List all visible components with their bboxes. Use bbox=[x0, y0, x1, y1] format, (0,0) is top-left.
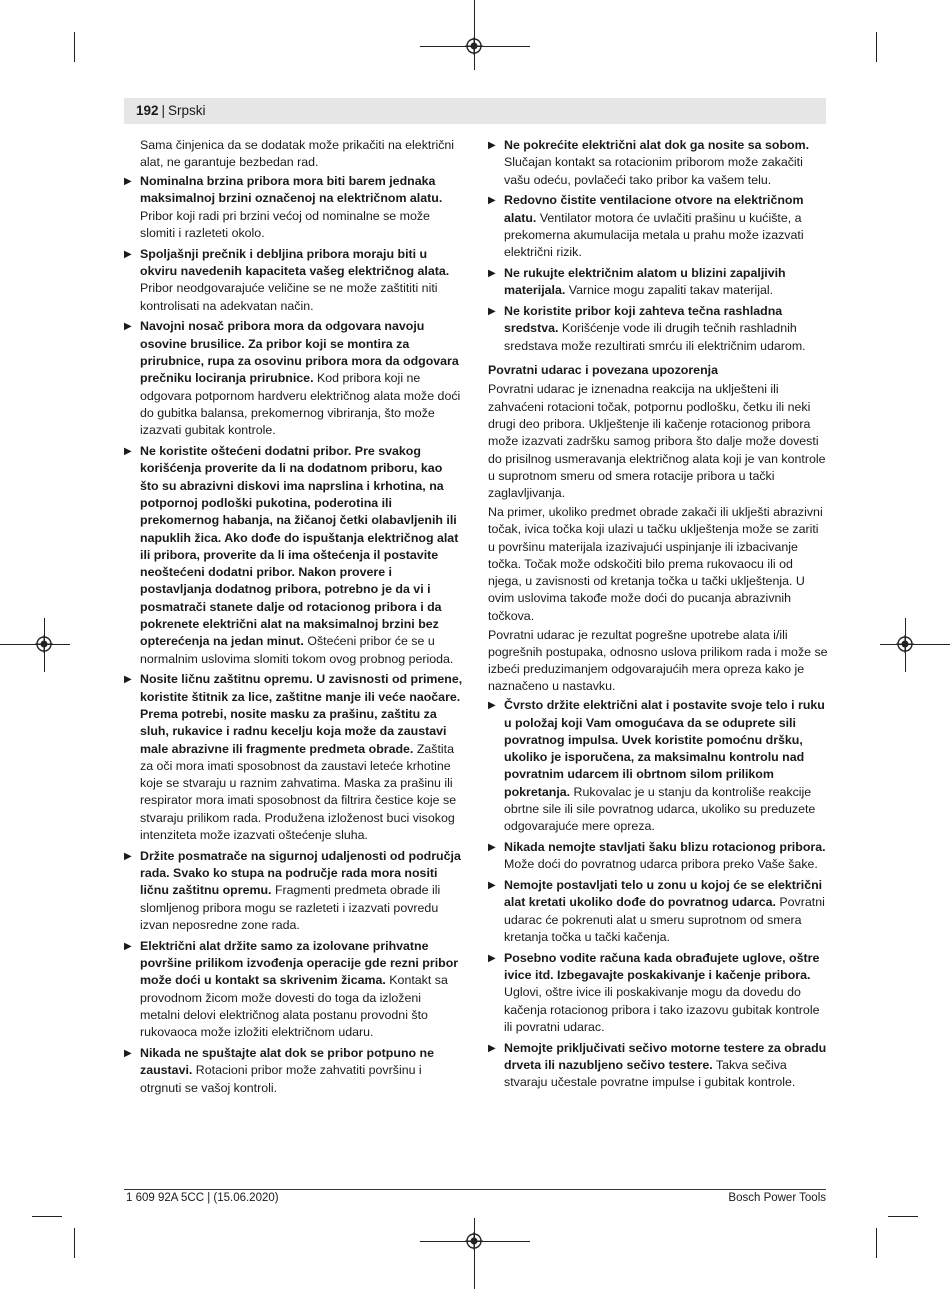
warning-body-text: Kod pribora koji ne odgovara potpornom hardveru električnog alata može doći do gubitka balansa, prekomernog vibriranja, što može izazvati gubitak kontrole. bbox=[140, 371, 461, 438]
header-language: Srpski bbox=[168, 103, 206, 118]
registration-mark-icon bbox=[35, 635, 53, 653]
crop-mark bbox=[74, 1228, 75, 1258]
warning-item bbox=[124, 671, 464, 844]
warning-body-text: Pribor koji radi pri brzini većoj od nominalne se može slomiti i razleteti okolo. bbox=[140, 208, 430, 240]
warning-item bbox=[124, 848, 464, 934]
footer-brand: Bosch Power Tools bbox=[728, 1192, 826, 1204]
bullet-arrow-icon: ▶ bbox=[124, 176, 132, 188]
warning-item bbox=[124, 443, 464, 668]
warning-bold-text: Navojni nosač pribora mora da odgovara navoju osovine brusilice. Za pribor koji se montira za prirubnice, rupa za osovinu pribora mora da odgovara prečniku lociranja prirubnice. bbox=[140, 319, 459, 386]
warning-body-text: Zaštita za oči mora imati sposobnost da zaustavi leteće krhotine koje se stvaraju u raznim zahvatima. Maska za prašinu ili respirator mora imati sposobnost da filtrira čestice koje se stvaraju prilikom rada. Produžena izloženost buci visokog intenziteta može izazvati oštećenje sluha. bbox=[140, 741, 457, 843]
warning-body-text: Rotacioni pribor može zahvatiti površinu i otrgnuti se vašoj kontroli. bbox=[140, 1063, 422, 1095]
warning-bold-text: Ne pokrećite električni alat dok ga nosite sa sobom. bbox=[504, 138, 810, 152]
warning-body-text: Uglovi, oštre ivice ili poskakivanje mogu da dovedu do kačenja rotacionog pribora i tako izazovu gubitak kontrole ili povratni udarac. bbox=[504, 985, 820, 1035]
footer-doc-id: 1 609 92A 5CC | (15.06.2020) bbox=[126, 1192, 279, 1204]
crop-mark bbox=[880, 644, 950, 645]
bullet-arrow-icon: ▶ bbox=[488, 952, 496, 964]
warning-body-text: Oštećeni pribor će se u normalnim uslovima slomiti tokom ovog probnog perioda. bbox=[140, 634, 454, 666]
paragraph: Povratni udarac je iznenadna reakcija na uklješteni ili zahvaćeni rotacioni točak, potpornu podlošku, četku ili neki drugi deo pribora. Uklještenje ili kačenje rotacionog pribora može izazvati zadršku samog pribora što dalje može dovesti do prisilnog usmeravanja električnog alata koji je van kontrole u suprotnom smeru od smera rotacije pribora u tački zaglavljivanja. bbox=[488, 382, 826, 501]
bullet-arrow-icon: ▶ bbox=[488, 1042, 496, 1054]
bullet-arrow-icon: ▶ bbox=[488, 842, 496, 854]
warning-body-text: Pribor neodgovarajuće veličine se ne može zaštititi niti kontrolisati na adekvatan način. bbox=[140, 281, 438, 313]
warning-bold-text: Držite posmatrače na sigurnoj udaljenosti od područja rada. Svako ko stupa na područje rada mora nositi ličnu zaštitnu opremu. bbox=[140, 848, 461, 898]
warning-item bbox=[124, 318, 464, 439]
warning-item bbox=[488, 1040, 828, 1092]
right-column bbox=[488, 137, 828, 1095]
bullet-arrow-icon: ▶ bbox=[124, 940, 132, 952]
bullet-arrow-icon: ▶ bbox=[488, 880, 496, 892]
bullet-arrow-icon: ▶ bbox=[124, 1048, 132, 1060]
warning-bold-text: Nominalna brzina pribora mora biti barem jednaka maksimalnoj brzini označenoj na električnom alatu. bbox=[140, 174, 443, 206]
warning-body-text: Može doći do povratnog udarca pribora preko Vaše šake. bbox=[504, 857, 818, 872]
warning-item bbox=[488, 303, 828, 355]
registration-mark-icon bbox=[896, 635, 914, 653]
warning-bold-text: Čvrsto držite električni alat i postavite svoje telo i ruku u položaj koji Vam omogućava da se oduprete sili povratnog impulsa. Uvek koristite pomoćnu dršku, ukoliko je isporučena, za maksimalnu kontrolu nad povratnim udarcem ili obrtnom silom prilikom pokretanja. bbox=[504, 698, 825, 799]
warning-bold-text: Redovno čistite ventilacione otvore na električnom alatu. bbox=[504, 193, 804, 225]
warning-bold-text: Nemojte priključivati sečivo motorne testere za obradu drveta ili nazubljeno sečivo testere. bbox=[504, 1040, 827, 1073]
left-column bbox=[124, 137, 464, 1101]
warning-bold-text: Nemojte postavljati telo u zonu u kojoj će se električni alat kretati ukoliko dođe do povratnog udarca. bbox=[504, 878, 823, 910]
warning-body-text: Varnice mogu zapaliti takav materijal. bbox=[565, 283, 774, 298]
crop-mark bbox=[32, 1216, 62, 1217]
warning-bold-text: Nosite ličnu zaštitnu opremu. U zavisnosti od primene, koristite štitnik za lice, zaštitne manje ili veće naočare. Prema potrebi, nosite masku za prašinu, zaštitu za sluh, rukavice i radnu kecelju koja može da zaustavi male abrazivne ili fragmente predmeta obrade. bbox=[140, 672, 463, 756]
warning-item bbox=[488, 839, 828, 874]
crop-mark bbox=[888, 1216, 918, 1217]
crop-mark bbox=[74, 32, 75, 62]
bullet-arrow-icon: ▶ bbox=[124, 446, 132, 458]
warning-body-text: Kontakt sa provodnom žicom može dovesti do toga da izloženi metalni delovi električnog alata postanu provodni što rukovaoca može izložiti električnom udaru. bbox=[140, 973, 448, 1040]
warning-item bbox=[488, 265, 828, 300]
paragraph: Sama činjenica da se dodatak može prikačiti na električni alat, ne garantuje bezbedan rad. bbox=[140, 138, 455, 170]
crop-mark bbox=[474, 0, 475, 70]
warning-body-text: Korišćenje vode ili drugih tečnih rashladnih sredstava može rezultirati smrću ili električnim udarom. bbox=[504, 321, 806, 353]
warning-body-text: Takva sečiva stvaraju učestale povratne impulse i gubitak kontrole. bbox=[504, 1058, 796, 1090]
warning-bold-text: Ne koristite oštećeni dodatni pribor. Pre svakog korišćenja proverite da li na dodatnom priboru, kao što su abrazivni diskovi ima naprslina i krhotina, na potpornoj podloški pukotina, poderotina ili prekomernog habanja, na žičanoj četki olabavljenih ili napuklih žica. Ako dođe do ispuštanja električnog alat ili pribora, proverite da li ima oštećenja il postavite neoštećeni dodatni pribor. Nakon provere i postavljanja dodatnog pribora, potrebno je da vi i posmatrači stanete dalje od rotacionog pribora i da pokrenete električni alat na maksimalnoj brzini bez opterećenja na jedan minut. bbox=[140, 444, 459, 649]
warning-bold-text: Nikada ne spuštajte alat dok se pribor potpuno ne zaustavi. bbox=[140, 1046, 434, 1078]
crop-mark bbox=[474, 1218, 475, 1289]
header-separator: | bbox=[161, 103, 166, 118]
warning-body-text: Ventilator motora će uvlačiti prašinu u kućište, a prekomerna akumulacija metala u prahu može izazvati električni rizik. bbox=[504, 210, 804, 260]
warning-item bbox=[124, 1045, 464, 1097]
warning-bold-text: Ne rukujte električnim alatom u blizini zapaljivih materijala. bbox=[504, 266, 786, 298]
warning-bold-text: Električni alat držite samo za izolovane prihvatne površine prilikom izvođenja operacije gde rezni pribor može doći u kontakt sa skrivenim žicama. bbox=[140, 938, 459, 988]
crop-mark bbox=[876, 32, 877, 62]
paragraph: Na primer, ukoliko predmet obrade zakači ili uklješti abrazivni točak, ivica točka koji ulazi u tačku uklještenja može se zariti u površinu materijala izazivajući uspinjanje ili izbacivanje točka. Točak može odskočiti bilo prema rukovaocu ili od njega, u zavisnosti od kretanja točka u tački uklještenja. U ovim uslovima takođe može doći do pucanja abrazivnih točkova. bbox=[488, 504, 823, 623]
bullet-arrow-icon: ▶ bbox=[488, 700, 496, 712]
registration-mark-icon bbox=[465, 1232, 483, 1250]
bullet-arrow-icon: ▶ bbox=[488, 306, 496, 318]
warning-item bbox=[124, 938, 464, 1042]
paragraph: Povratni udarac je rezultat pogrešne upotrebe alata i/ili pogrešnih postupaka, odnosno uslova prilikom rada i može se izbeći preduzimanjem odgovarajućih mera opreza kako je naznačeno u nastavku. bbox=[488, 627, 828, 694]
warning-body-text: Rukovalac je u stanju da kontroliše reakcije obrtne sile ili sile povratnog udarca, ukoliko su preduzete odgovarajuće mere opreza. bbox=[504, 784, 816, 834]
warning-item bbox=[488, 877, 828, 946]
footer-rule bbox=[124, 1189, 826, 1190]
warning-item bbox=[124, 173, 464, 242]
warning-item bbox=[488, 137, 828, 189]
warning-item bbox=[488, 697, 828, 835]
bullet-arrow-icon: ▶ bbox=[488, 195, 496, 207]
warning-bold-text: Posebno vodite računa kada obrađujete uglove, oštre ivice itd. Izbegavajte poskakivanje i kačenje pribora. bbox=[504, 950, 820, 983]
bullet-arrow-icon: ▶ bbox=[488, 268, 496, 280]
warning-body-text: Fragmenti predmeta obrade ili slomljenog pribora mogu se razleteti i izazvati povredu izvan neposredne zone rada. bbox=[140, 883, 441, 933]
registration-mark-icon bbox=[465, 37, 483, 55]
page-number: 192 bbox=[136, 103, 159, 118]
bullet-arrow-icon: ▶ bbox=[124, 248, 132, 260]
warning-item bbox=[488, 950, 828, 1036]
warning-bold-text: Spoljašnji prečnik i debljina pribora moraju biti u okviru navedenih kapaciteta vašeg električnog alata. bbox=[140, 246, 450, 279]
warning-item bbox=[488, 192, 828, 261]
bullet-arrow-icon: ▶ bbox=[124, 674, 132, 686]
warning-body-text: Povratni udarac će pokrenuti alat u smeru suprotnom od smera kretanja točka u tački kačenja. bbox=[504, 895, 825, 945]
page-header-band bbox=[124, 98, 826, 124]
bullet-arrow-icon: ▶ bbox=[488, 140, 496, 151]
bullet-arrow-icon: ▶ bbox=[124, 850, 132, 862]
bullet-arrow-icon: ▶ bbox=[124, 321, 132, 333]
warning-item bbox=[124, 246, 464, 315]
crop-mark bbox=[876, 1228, 877, 1258]
warning-body-text: Slučajan kontakt sa rotacionim priborom može zakačiti vašu odeću, povlačeći tako pribor ka vašem telu. bbox=[504, 155, 803, 187]
warning-bold-text: Ne koristite pribor koji zahteva tečna rashladna sredstva. bbox=[504, 304, 783, 336]
section-heading: Povratni udarac i povezana upozorenja bbox=[488, 363, 718, 378]
page-header bbox=[136, 103, 206, 119]
warning-bold-text: Nikada nemojte stavljati šaku blizu rotacionog pribora. bbox=[504, 840, 826, 855]
